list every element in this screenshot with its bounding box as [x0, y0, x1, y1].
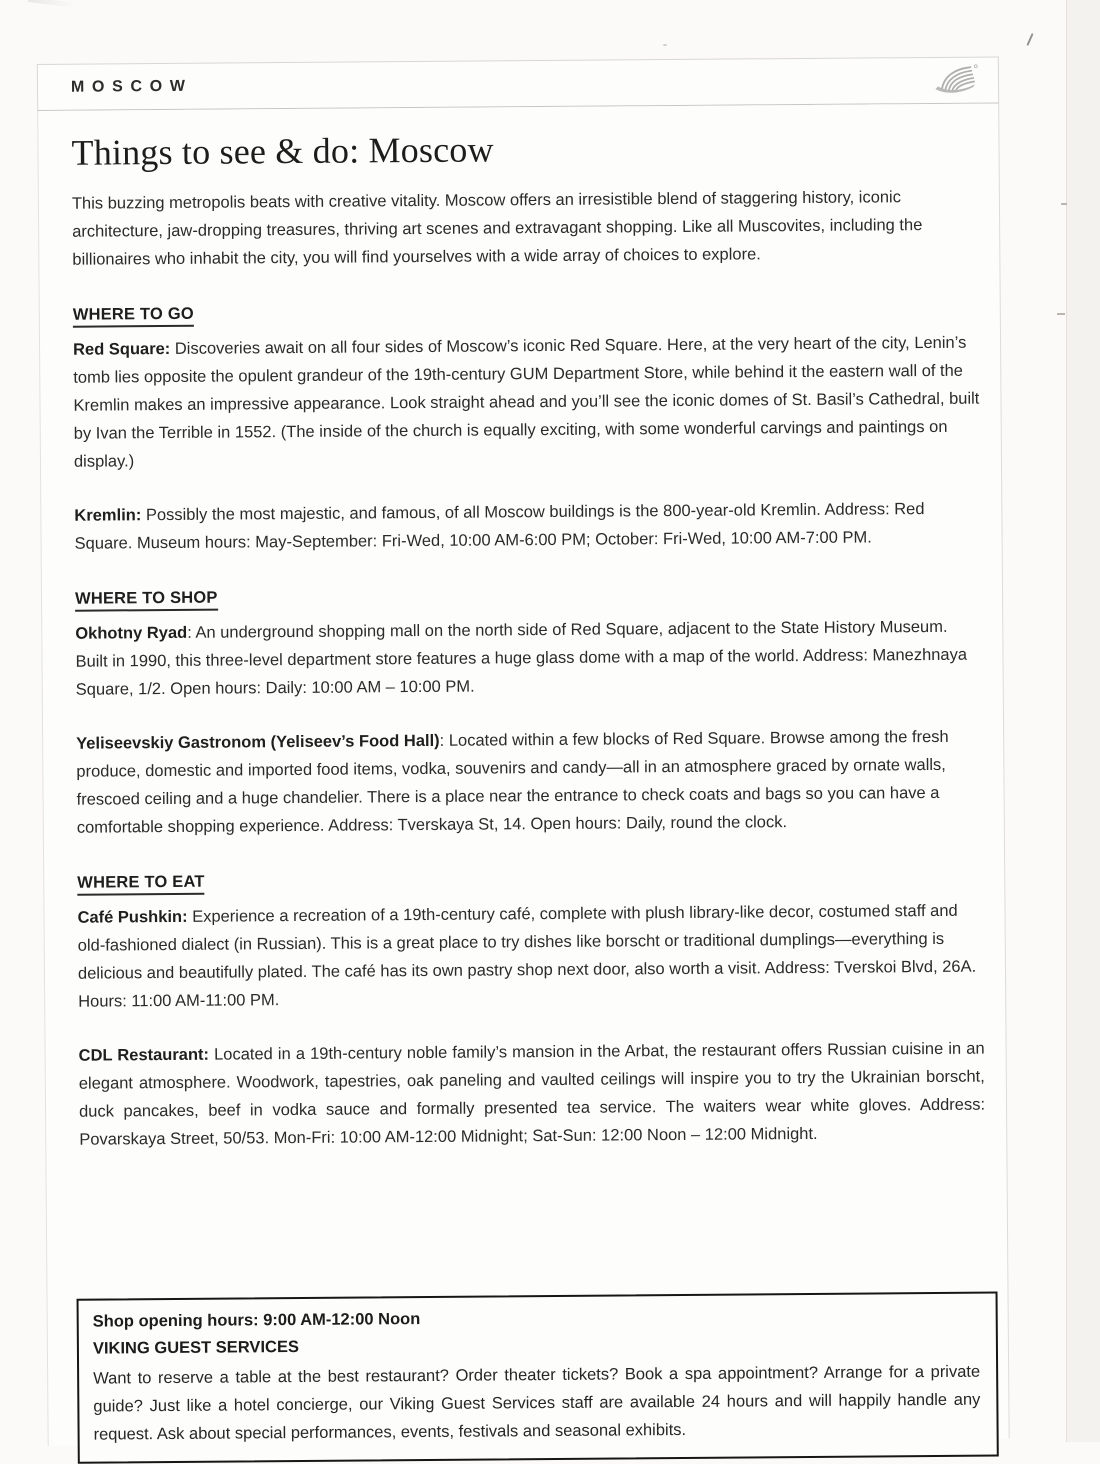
- entry-body: : Located within a few blocks of Red Square. Browse among the fresh produce, domestic and imported food items, vodka, souvenirs and candy—all in an atmosphere graced by ornate walls, frescoed ceiling and a huge chandelier. There is a place near the entrance to check coats and bags so you can have a comfortable shopping experience. Address: Tverskaya St, 14. Open hours: Daily, round the clock.: [76, 728, 949, 838]
- entry-body: Located in a 19th-century noble family’s mansion in the Arbat, the restaurant offers Russian cuisine in an elegant atmosphere. Woodwork, tapestries, oak paneling and vaulted ceilings will inspire you to try the Ukrainian borscht, duck pancakes, beef in vodka sauce and formally presented tea service. The waiters wear white gloves. Address: Povarskaya Street, 50/53. Mon-Fri: 10:00 AM-12:00 Midnight; Sat-Sun: 12:00 Noon – 12:00 Midnight.: [78, 1039, 986, 1150]
- section-heading: WHERE TO SHOP: [75, 589, 218, 612]
- section-heading: WHERE TO EAT: [77, 873, 205, 896]
- entry-cdl-restaurant: [79, 1035, 986, 1154]
- entry-body: Possibly the most majestic, and famous, of all Moscow buildings is the 800-year-old Kremlin. Address: Red Square. Museum hours: May-September: Fri-Wed, 10:00 AM-6:00 PM; October: Fri-Wed, 10:00 AM-7:00 PM.: [74, 500, 925, 554]
- entry-body: Experience a recreation of a 19th-century café, complete with plush library-like decor, costumed staff and old-fashioned dialect (in Russian). This is a great place to try dishes like borscht or traditional dumplings—everything is delicious and beautifully plated. The café has its own pastry shop next door, also worth a visit. Address: Tverskoi Blvd, 26A. Hours: 11:00 AM-11:00 PM.: [77, 902, 977, 1012]
- viking-ship-logo-icon: [930, 61, 984, 99]
- guest-services-heading: VIKING GUEST SERVICES: [92, 1337, 299, 1358]
- shop-hours-line: Shop opening hours: 9:00 AM-12:00 Noon: [92, 1310, 421, 1331]
- entry-okhotny-ryad: [75, 613, 982, 704]
- entry-red-square: [73, 329, 980, 476]
- entry-lead: Okhotny Ryad: [75, 624, 188, 644]
- entry-body: Discoveries await on all four sides of Moscow’s iconic Red Square. Here, at the very heart of the city, Lenin’s tomb lies opposite the opulent grandeur of the 19th-century GUM Department Store, while behind it the eastern wall of the Kremlin makes an impressive appearance. Look straight ahead and you’ll see the iconic domes of St. Basil’s Cathedral, built by Ivan the Terrible in 1552. (The inside of the church is equally exciting, with some wonderful carvings and paintings on display.): [73, 334, 980, 472]
- entry-lead: Red Square:: [73, 340, 171, 360]
- guest-services-text: Want to reserve a table at the best restaurant? Order theater tickets? Book a spa appointment? Arrange for a private guide? Just like a hotel concierge, our Viking Guest Services staff are available 24 hours and will happily handle any request. Ask about special performances, events, festivals and seasonal exhibits.: [93, 1362, 981, 1444]
- entry-kremlin: [74, 495, 980, 558]
- entry-lead: Kremlin:: [74, 506, 142, 526]
- entry-cafe-pushkin: [77, 897, 984, 1016]
- section-heading: WHERE TO GO: [73, 305, 194, 328]
- section-where-to-go: [73, 293, 981, 558]
- entry-lead: CDL Restaurant:: [78, 1046, 210, 1066]
- guest-services-notice-box: [77, 1292, 999, 1464]
- section-where-to-eat: [77, 861, 985, 1154]
- section-where-to-shop: [75, 577, 983, 842]
- entry-yeliseevskiy: [76, 723, 983, 842]
- page-title: Things to see & do: Moscow: [71, 129, 494, 173]
- entry-body: : An underground shopping mall on the north side of Red Square, adjacent to the State History Museum. Built in 1990, this three-level department store features a huge glass dome with a map of the world. Address: Manezhnaya Square, 1/2. Open hours: Daily: 10:00 AM – 10:00 PM.: [75, 618, 968, 700]
- page-header: [37, 56, 999, 111]
- entry-lead: Café Pushkin:: [77, 908, 188, 928]
- entry-lead: Yeliseevskiy Gastronom (Yeliseev’s Food Hall): [76, 732, 440, 754]
- intro-paragraph: This buzzing metropolis beats with creative vitality. Moscow offers an irresistible blend of staggering history, iconic architecture, jaw-dropping treasures, thriving art scenes and extravagant shopping. Like all Muscovites, including the billionaires who inhabit the city, you will find yourselves with a wide array of choices to explore.: [71, 188, 923, 270]
- city-header-label: MOSCOW: [70, 77, 193, 96]
- document-body: [37, 103, 1009, 1446]
